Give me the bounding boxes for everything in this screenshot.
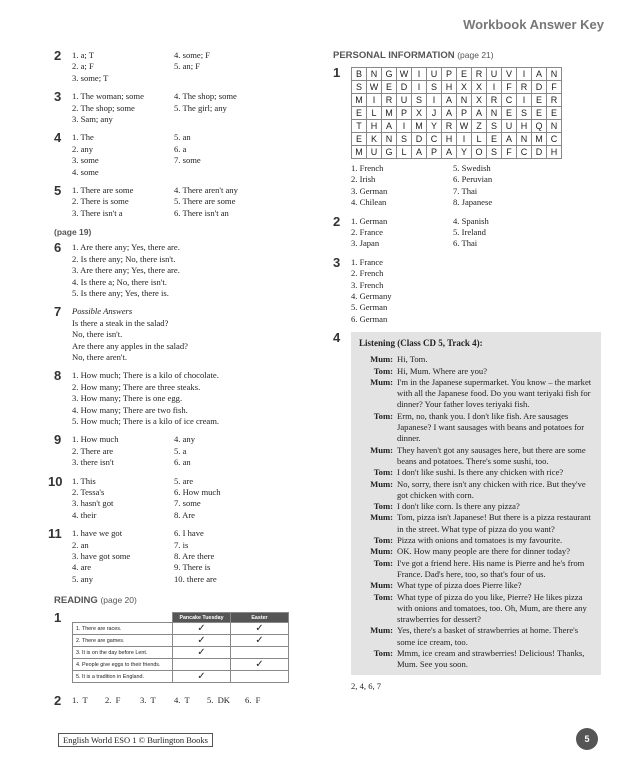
- check-mark: [231, 647, 289, 659]
- exercise-11: [48, 526, 314, 585]
- answer-line: 2. French: [351, 268, 384, 279]
- speaker: Mum:: [370, 444, 393, 455]
- page-reference: (page 20): [100, 595, 137, 606]
- grid-letter: Y: [457, 146, 472, 159]
- answer-line: Is there a steak in the salad?: [72, 317, 169, 328]
- answer-item: 5. DK: [207, 695, 231, 706]
- answer-line: 5. German: [351, 302, 388, 313]
- speech-line: OK. How many people are there for dinner today?: [397, 546, 571, 557]
- check-mark: ✓: [231, 659, 289, 671]
- grid-letter: F: [547, 81, 562, 94]
- answer-line: 6. There isn't an: [174, 207, 229, 218]
- grid-letter: C: [517, 146, 532, 159]
- check-mark: ✓: [173, 647, 231, 659]
- speaker: Mum:: [370, 625, 393, 636]
- exercise-6: [54, 242, 314, 299]
- possible-answers-heading: Possible Answers: [72, 306, 133, 317]
- grid-letter: I: [397, 120, 412, 133]
- grid-letter: A: [472, 107, 487, 120]
- grid-letter: A: [412, 146, 427, 159]
- answer-line: 6. a: [174, 143, 187, 154]
- exercise-5: [54, 185, 314, 219]
- grid-letter: U: [367, 146, 382, 159]
- grid-letter: G: [382, 68, 397, 81]
- answer-line: 9. There is: [174, 562, 211, 573]
- grid-row: [352, 68, 562, 81]
- answer-line: 4. Spanish: [453, 215, 489, 226]
- grid-letter: P: [397, 107, 412, 120]
- row-label: 3. It is on the day before Lent.: [73, 647, 173, 659]
- answer-item: 2. F: [105, 695, 121, 706]
- grid-letter: E: [532, 107, 547, 120]
- answer-line: 1. This: [72, 475, 96, 486]
- grid-letter: W: [397, 68, 412, 81]
- grid-letter: D: [412, 133, 427, 146]
- answer-line: 4. The shop; some: [174, 91, 237, 102]
- grid-letter: Y: [427, 120, 442, 133]
- speaker: Mum:: [370, 546, 393, 557]
- answer-line: 1. German: [351, 215, 388, 226]
- answer-line: 3. There isn't a: [72, 207, 123, 218]
- answer-line: 1. have we got: [72, 528, 123, 539]
- speaker: Tom:: [373, 501, 393, 512]
- speech-line: Mmm, ice cream and strawberries! Delicious! Thanks, Mum. See you soon.: [397, 648, 585, 670]
- personal-exercise-1: [333, 67, 605, 209]
- answer-line: 4. some; F: [174, 50, 211, 60]
- answer-line: 2. The shop; some: [72, 102, 135, 113]
- grid-letter: S: [487, 120, 502, 133]
- grid-letter: C: [547, 133, 562, 146]
- grid-letter: R: [547, 94, 562, 107]
- exercise-number: 11: [48, 526, 62, 542]
- row-label: 1. There are races.: [73, 623, 173, 635]
- answer-line: 8. Japanese: [453, 197, 493, 208]
- grid-letter: N: [367, 68, 382, 81]
- check-mark: [173, 659, 231, 671]
- speaker: Mum:: [370, 580, 393, 591]
- grid-letter: E: [502, 107, 517, 120]
- answer-line: Are there any apples in the salad?: [72, 340, 188, 351]
- grid-letter: V: [502, 68, 517, 81]
- answer-line: 8. Are: [174, 509, 196, 520]
- grid-letter: D: [397, 81, 412, 94]
- grid-letter: E: [382, 81, 397, 94]
- answer-line: 2. There is some: [72, 196, 129, 207]
- row-label: 4. People give eggs to their friends.: [73, 659, 173, 671]
- grid-letter: A: [502, 133, 517, 146]
- speaker: Tom:: [373, 648, 393, 658]
- grid-row: [352, 81, 562, 94]
- grid-letter: X: [412, 107, 427, 120]
- answer-line: 3. there isn't: [72, 457, 114, 468]
- grid-letter: S: [352, 81, 367, 94]
- exercise-number: 8: [54, 368, 62, 384]
- answer-line: 2. Irish: [351, 174, 376, 185]
- row-label: 2. There are games.: [73, 635, 173, 647]
- exercise-number: 1: [333, 65, 341, 80]
- speaker: Tom:: [373, 365, 393, 376]
- word-search-grid: [351, 67, 562, 159]
- section-title: READING: [54, 595, 98, 607]
- empty-header-cell: [73, 613, 173, 623]
- answer-line: 3. Sam; any: [72, 114, 113, 125]
- grid-letter: I: [412, 81, 427, 94]
- answer-line: 2. a; F: [72, 61, 94, 72]
- grid-letter: S: [487, 146, 502, 159]
- answer-line: 2. There are: [72, 445, 114, 456]
- grid-letter: E: [352, 133, 367, 146]
- answer-line: 5. Swedish: [453, 163, 491, 173]
- grid-letter: U: [397, 94, 412, 107]
- grid-letter: H: [442, 133, 457, 146]
- grid-letter: N: [382, 133, 397, 146]
- speech-line: I've got a friend here. His name is Pierre and he's from France. Dad's here, too, so that's four of us.: [397, 557, 585, 579]
- answer-line: 4. their: [72, 509, 97, 520]
- grid-letter: R: [472, 68, 487, 81]
- answer-line: 5. Ireland: [453, 227, 486, 238]
- grid-letter: A: [382, 120, 397, 133]
- answer-line: 2. How many; There are three steaks.: [72, 381, 201, 392]
- speaker: Mum:: [370, 478, 393, 489]
- answer-line: 2. any: [72, 143, 94, 154]
- exercise-7: [54, 306, 314, 363]
- page-reference: (page 19): [54, 227, 92, 238]
- exercise-number: 3: [54, 89, 62, 105]
- grid-letter: P: [457, 107, 472, 120]
- grid-letter: I: [457, 133, 472, 146]
- check-mark: [231, 671, 289, 683]
- check-mark: ✓: [173, 671, 231, 683]
- speaker: Mum:: [370, 512, 393, 523]
- answer-line: 3. have got some: [72, 551, 131, 562]
- answer-line: 4. Is there a; No, there isn't.: [72, 276, 167, 287]
- answer-line: 3. French: [351, 279, 384, 290]
- answer-line: 6. I have: [174, 528, 204, 539]
- speech-line: Yes, there's a basket of strawberries at home. There's some ice cream, too.: [397, 625, 579, 647]
- personal-information-title: [333, 50, 605, 61]
- answer-line: 3. German: [351, 185, 388, 196]
- grid-letter: D: [532, 81, 547, 94]
- dialogue-list: [359, 354, 593, 670]
- grid-letter: A: [442, 146, 457, 159]
- grid-letter: P: [427, 146, 442, 159]
- grid-letter: M: [352, 146, 367, 159]
- exercise-number: 2: [54, 48, 62, 63]
- answer-line: 10. there are: [174, 573, 217, 584]
- answer-line: 1. Are there any; Yes, there are.: [72, 242, 180, 253]
- answer-line: 5. an: [174, 132, 191, 143]
- grid-letter: N: [457, 94, 472, 107]
- speech-line: I don't like sushi. Is there any chicken with rice?: [397, 467, 564, 478]
- reading-exercise-2: [54, 693, 314, 709]
- header-pancake-tuesday: Pancake Tuesday: [173, 613, 231, 623]
- exercise-number: 5: [54, 183, 62, 199]
- exercise-2: [54, 50, 314, 84]
- answer-line: 4. Chilean: [351, 197, 387, 208]
- answer-line: 5. There are some: [174, 196, 236, 207]
- answer-line: 1. a; T: [72, 50, 95, 60]
- reading-section-title: [54, 595, 314, 606]
- exercise-number: 6: [54, 240, 62, 256]
- grid-letter: I: [487, 81, 502, 94]
- left-column: [48, 48, 314, 714]
- answer-line: 5. an; F: [174, 61, 201, 72]
- answer-line: 4. There aren't any: [174, 185, 238, 196]
- grid-row: [352, 133, 562, 146]
- answer-line: 2. Tessa's: [72, 487, 105, 497]
- answer-line: 6. Thai: [453, 238, 478, 249]
- exercise-number: 2: [54, 693, 62, 709]
- answer-line: No, there isn't.: [72, 329, 123, 340]
- check-mark: ✓: [231, 635, 289, 647]
- answer-line: 6. Peruvian: [453, 174, 493, 185]
- table-row: [73, 635, 289, 647]
- grid-letter: U: [427, 68, 442, 81]
- answer-line: 4. Germany: [351, 291, 392, 302]
- answer-line: 4. some: [72, 166, 99, 177]
- grid-letter: A: [442, 94, 457, 107]
- grid-letter: M: [412, 120, 427, 133]
- exercise-9: [54, 434, 314, 468]
- footer-credit: English World ESO 1 © Burlington Books: [58, 733, 213, 747]
- answer-line: 1. French: [351, 163, 384, 173]
- table-row: [73, 623, 289, 635]
- speech-line: Hi, Mum. Where are you?: [397, 365, 488, 376]
- table-row: [73, 659, 289, 671]
- exercise-8: [54, 370, 314, 427]
- speaker: Tom:: [373, 591, 393, 602]
- grid-letter: E: [487, 133, 502, 146]
- grid-letter: S: [412, 94, 427, 107]
- grid-letter: M: [352, 94, 367, 107]
- grid-letter: L: [397, 146, 412, 159]
- grid-letter: D: [532, 146, 547, 159]
- grid-letter: E: [532, 94, 547, 107]
- speech-line: Erm, no, thank you. I don't like fish. Are sausages Japanese? I want sausages with beans and potatoes for dinner.: [397, 410, 585, 444]
- grid-letter: S: [517, 107, 532, 120]
- speech-line: Pizza with onions and tomatoes is my favourite.: [397, 535, 563, 546]
- speech-line: Tom, pizza isn't Japanese! But there is a pizza restaurant in the street. What type of pizza do you want?: [397, 512, 591, 534]
- grid-letter: L: [367, 107, 382, 120]
- answer-line: 7. is: [174, 539, 189, 550]
- answer-line: 3. hasn't got: [72, 498, 114, 509]
- answer-line: 3. How many; There is one egg.: [72, 393, 183, 404]
- grid-letter: U: [487, 68, 502, 81]
- speech-line: Hi, Tom.: [397, 354, 428, 365]
- answer-line: 7. Thai: [453, 185, 478, 196]
- speaker: Mum:: [370, 376, 393, 387]
- grid-row: [352, 146, 562, 159]
- grid-letter: H: [547, 146, 562, 159]
- answer-line: 1. There are some: [72, 185, 134, 196]
- answer-line: 3. Are there any; Yes, there are.: [72, 265, 180, 276]
- grid-letter: F: [502, 146, 517, 159]
- answer-line: 2. an: [72, 539, 89, 550]
- speech-line: What type of pizza do you like, Pierre? He likes pizza with onions and tomatoes, too. Oh, Mum, are there any strawberries for dessert?: [397, 591, 587, 625]
- grid-letter: K: [367, 133, 382, 146]
- personal-exercise-3: [333, 254, 605, 325]
- grid-letter: U: [502, 120, 517, 133]
- grid-letter: N: [547, 68, 562, 81]
- answer-line: 4. How many; There are two fish.: [72, 404, 188, 415]
- section-title: PERSONAL INFORMATION: [333, 50, 455, 61]
- grid-letter: I: [517, 94, 532, 107]
- answer-line: 3. some; T: [72, 72, 109, 83]
- answer-line: 1. How much: [72, 434, 119, 445]
- exercise-number: 9: [54, 432, 62, 448]
- speech-line: I'm in the Japanese supermarket. You know – the market with all the Japanese food. Do you want teriyaki fish for dinner? Your father loves teriyaki fish.: [397, 376, 592, 410]
- grid-letter: S: [427, 81, 442, 94]
- grid-letter: Q: [532, 120, 547, 133]
- speech-line: No, sorry, there isn't any chicken with rice. But they've got chicken with corn.: [397, 478, 586, 500]
- table-row: [73, 647, 289, 659]
- grid-letter: E: [457, 68, 472, 81]
- answer-item: 4. T: [174, 695, 190, 706]
- exercise-number: 7: [54, 304, 62, 320]
- listening-title: Listening (Class CD 5, Track 4):: [359, 338, 483, 349]
- grid-letter: M: [382, 107, 397, 120]
- answer-line: 1. France: [351, 256, 383, 267]
- answer-item: 6. F: [245, 695, 261, 706]
- answer-line: 4. any: [174, 434, 196, 445]
- answer-line: 1. The woman; some: [72, 91, 144, 102]
- grid-letter: N: [517, 133, 532, 146]
- grid-letter: B: [352, 68, 367, 81]
- grid-letter: I: [517, 68, 532, 81]
- grid-letter: E: [352, 107, 367, 120]
- speaker: Tom:: [373, 467, 393, 478]
- grid-letter: R: [517, 81, 532, 94]
- answer-line: 2. France: [351, 227, 383, 238]
- grid-letter: I: [412, 68, 427, 81]
- exercise-number: 2: [333, 213, 341, 229]
- check-mark: ✓: [231, 623, 289, 635]
- grid-letter: H: [367, 120, 382, 133]
- answer-line: 6. an: [174, 457, 191, 468]
- exercise-10: [48, 473, 314, 522]
- grid-letter: T: [352, 120, 367, 133]
- grid-letter: A: [532, 68, 547, 81]
- exercise-number: 10: [48, 473, 63, 489]
- grid-row: [352, 120, 562, 133]
- check-mark: ✓: [173, 623, 231, 635]
- grid-letter: Z: [472, 120, 487, 133]
- answer-line: 6. German: [351, 313, 388, 324]
- grid-letter: O: [472, 146, 487, 159]
- reading-table: [72, 612, 289, 683]
- table-row: [73, 671, 289, 683]
- speech-line: What type of pizza does Pierre like?: [397, 580, 522, 591]
- grid-letter: A: [442, 107, 457, 120]
- grid-letter: E: [547, 107, 562, 120]
- answer-line: 5. any: [72, 573, 94, 584]
- answer-line: 7. some: [174, 155, 201, 166]
- grid-row: [352, 94, 562, 107]
- grid-letter: X: [472, 94, 487, 107]
- speaker: Tom:: [373, 557, 393, 568]
- answer-line: 5. How much; There is a kilo of ice cream.: [72, 415, 220, 426]
- grid-letter: I: [427, 94, 442, 107]
- answer-line: 5. Is there any; Yes, there is.: [72, 287, 169, 298]
- grid-letter: N: [487, 107, 502, 120]
- row-label: 5. It is a tradition in England.: [73, 671, 173, 683]
- page-reference: (page 21): [457, 50, 494, 60]
- grid-letter: R: [487, 94, 502, 107]
- exercise-number: 4: [54, 130, 62, 146]
- grid-letter: C: [502, 94, 517, 107]
- exercise-3: [54, 91, 314, 125]
- answer-line: No, there aren't.: [72, 351, 127, 362]
- grid-letter: X: [457, 81, 472, 94]
- answer-line: 1. The: [72, 132, 94, 143]
- grid-letter: W: [367, 81, 382, 94]
- page-title: Workbook Answer Key: [463, 17, 604, 32]
- answer-line: 7. some: [174, 498, 201, 509]
- grid-letter: G: [382, 146, 397, 159]
- exercise-number: 3: [333, 254, 341, 270]
- grid-letter: R: [382, 94, 397, 107]
- grid-letter: C: [427, 133, 442, 146]
- grid-letter: P: [442, 68, 457, 81]
- grid-letter: H: [517, 120, 532, 133]
- answer-line: 6. How much: [174, 487, 221, 497]
- grid-letter: H: [442, 81, 457, 94]
- right-column: [333, 50, 605, 699]
- listening-answer: 2, 4, 6, 7: [351, 680, 382, 691]
- exercise-4: [54, 132, 314, 178]
- answer-line: 1. How much; There is a kilo of chocolate.: [72, 370, 219, 381]
- header-easter: Easter: [231, 613, 289, 623]
- answer-line: 8. Are there: [174, 551, 215, 562]
- answer-item: 1. T: [72, 695, 88, 706]
- personal-exercise-4: [333, 332, 605, 692]
- grid-letter: F: [502, 81, 517, 94]
- answer-item: 3. T: [140, 695, 156, 706]
- answer-line: 2. Is there any; No, there isn't.: [72, 253, 176, 264]
- grid-letter: M: [532, 133, 547, 146]
- exercise-number: 4: [333, 330, 341, 346]
- grid-letter: R: [442, 120, 457, 133]
- speech-line: I don't like corn. Is there any pizza?: [397, 501, 520, 512]
- page-number: 5: [576, 728, 598, 750]
- reading-exercise-1: [54, 612, 314, 683]
- grid-letter: J: [427, 107, 442, 120]
- answer-line: 5. a: [174, 445, 187, 456]
- speech-line: They haven't got any sausages here, but there are some beans and potatoes. There's some sushi, too.: [397, 444, 586, 466]
- grid-letter: N: [547, 120, 562, 133]
- exercise-number: 1: [54, 610, 62, 626]
- personal-exercise-2: [333, 213, 605, 250]
- grid-letter: I: [367, 94, 382, 107]
- check-mark: ✓: [173, 635, 231, 647]
- speaker: Tom:: [373, 535, 393, 546]
- grid-letter: S: [397, 133, 412, 146]
- grid-letter: X: [472, 81, 487, 94]
- answer-line: 3. Japan: [351, 238, 380, 249]
- listening-transcript: [351, 332, 601, 674]
- speaker: Mum:: [370, 354, 393, 365]
- speaker: Tom:: [373, 410, 393, 421]
- answer-line: 5. The girl; any: [174, 102, 227, 113]
- answer-line: 5. are: [174, 475, 194, 486]
- grid-letter: L: [472, 133, 487, 146]
- grid-letter: W: [457, 120, 472, 133]
- answer-line: 4. are: [72, 562, 92, 573]
- answer-line: 3. some: [72, 155, 99, 166]
- grid-row: [352, 107, 562, 120]
